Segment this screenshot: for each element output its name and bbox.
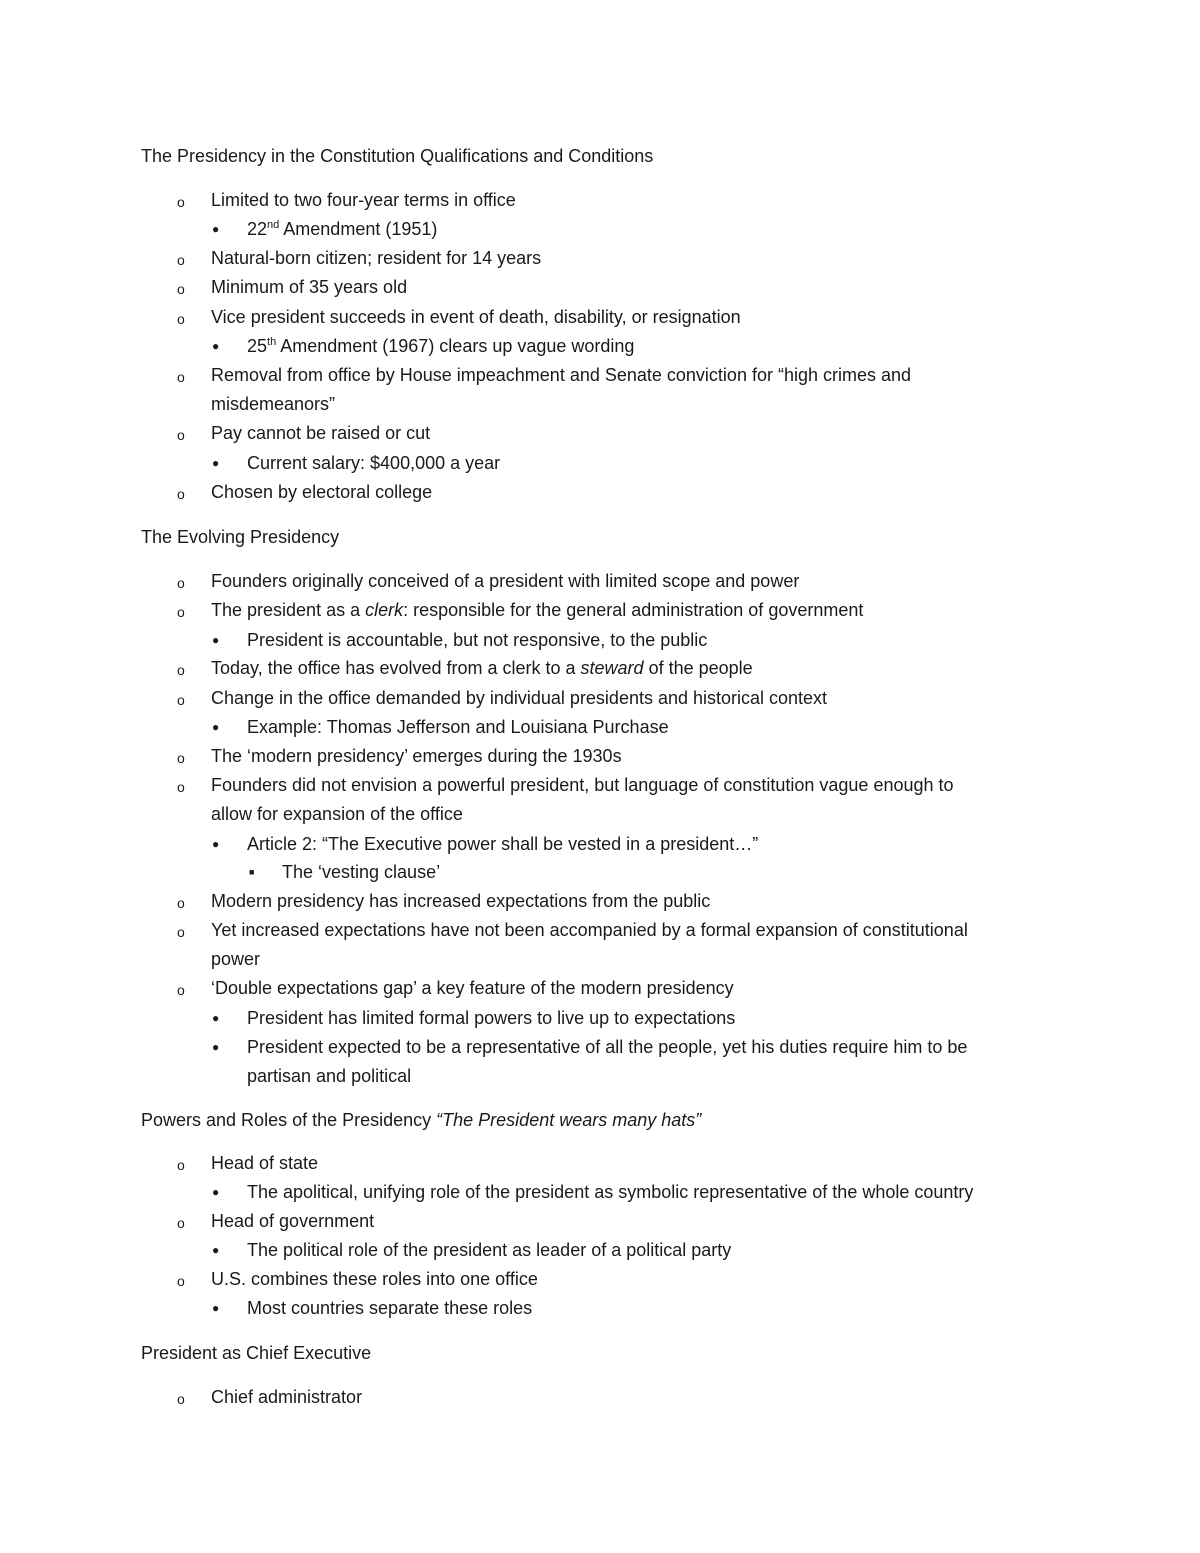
list-item: Current salary: $400,000 a year bbox=[247, 453, 501, 473]
superscript: th bbox=[267, 336, 277, 348]
list-item-continuation: misdemeanors” bbox=[211, 394, 336, 414]
bullet-marker-dot: ● bbox=[212, 339, 220, 353]
bullet-marker-o: o bbox=[177, 1157, 185, 1173]
bullet-marker-o: o bbox=[177, 194, 185, 210]
list-item: Minimum of 35 years old bbox=[211, 277, 408, 297]
emphasis-text: steward bbox=[580, 658, 644, 678]
superscript: nd bbox=[267, 219, 280, 231]
bullet-marker-o: o bbox=[177, 662, 185, 678]
bullet-marker-dot: ● bbox=[212, 1185, 220, 1199]
section-heading-powers bbox=[141, 1110, 701, 1131]
bullet-marker-dot: ● bbox=[212, 456, 220, 470]
list-item-text: Amendment (1967) clears up vague wording bbox=[276, 336, 635, 356]
list-item-continuation: allow for expansion of the office bbox=[211, 804, 463, 824]
bullet-marker-o: o bbox=[177, 1391, 185, 1407]
bullet-marker-o: o bbox=[177, 369, 185, 385]
list-item: The apolitical, unifying role of the president as symbolic representative of the whole country bbox=[247, 1182, 974, 1202]
list-item: Chosen by electoral college bbox=[211, 482, 433, 502]
list-item: President has limited formal powers to live up to expectations bbox=[247, 1008, 736, 1028]
list-item: Head of state bbox=[211, 1153, 319, 1173]
list-item: The ‘modern presidency’ emerges during the 1930s bbox=[211, 746, 622, 766]
bullet-marker-dot: ● bbox=[212, 633, 220, 647]
list-item: Founders originally conceived of a president with limited scope and power bbox=[211, 571, 800, 591]
bullet-marker-o: o bbox=[177, 486, 185, 502]
bullet-marker-o: o bbox=[177, 779, 185, 795]
heading-emphasis: “The President wears many hats” bbox=[436, 1110, 702, 1130]
bullet-marker-o: o bbox=[177, 252, 185, 268]
list-item-text: 25 bbox=[247, 336, 268, 356]
bullet-marker-o: o bbox=[177, 750, 185, 766]
bullet-marker-o: o bbox=[177, 1273, 185, 1289]
list-item bbox=[211, 658, 753, 679]
list-item: Change in the office demanded by individual presidents and historical context bbox=[211, 688, 828, 708]
list-item-text: : responsible for the general administration of government bbox=[403, 600, 864, 620]
list-item: ‘Double expectations gap’ a key feature of the modern presidency bbox=[211, 978, 734, 998]
list-item bbox=[247, 219, 437, 240]
list-item-continuation: power bbox=[211, 949, 261, 969]
heading-text: Powers and Roles of the Presidency bbox=[141, 1110, 437, 1130]
list-item: President expected to be a representative of all the people, yet his duties require him to be bbox=[247, 1037, 968, 1057]
bullet-marker-dot: ● bbox=[212, 1243, 220, 1257]
list-item-text: Today, the office has evolved from a clerk to a bbox=[211, 658, 581, 678]
list-item: Head of government bbox=[211, 1211, 375, 1231]
bullet-marker-o: o bbox=[177, 427, 185, 443]
list-item: Yet increased expectations have not been accompanied by a formal expansion of constitutional bbox=[211, 920, 968, 940]
bullet-marker-dot: ● bbox=[212, 720, 220, 734]
bullet-marker-o: o bbox=[177, 575, 185, 591]
list-item: Most countries separate these roles bbox=[247, 1298, 533, 1318]
list-item bbox=[247, 336, 634, 357]
bullet-marker-dot: ● bbox=[212, 222, 220, 236]
list-item-continuation: partisan and political bbox=[247, 1066, 412, 1086]
section-heading-constitution: The Presidency in the Constitution Qualifications and Conditions bbox=[141, 146, 654, 166]
bullet-marker-o: o bbox=[177, 895, 185, 911]
list-item: Natural-born citizen; resident for 14 years bbox=[211, 248, 542, 268]
list-item: U.S. combines these roles into one office bbox=[211, 1269, 538, 1289]
bullet-marker-o: o bbox=[177, 1215, 185, 1231]
list-item bbox=[211, 600, 863, 621]
list-item: President is accountable, but not responsive, to the public bbox=[247, 630, 708, 650]
list-item-text: Amendment (1951) bbox=[279, 219, 438, 239]
section-heading-evolving: The Evolving Presidency bbox=[141, 527, 340, 547]
bullet-marker-o: o bbox=[177, 281, 185, 297]
list-item: Founders did not envision a powerful president, but language of constitution vague enough to bbox=[211, 775, 954, 795]
list-item: Modern presidency has increased expectations from the public bbox=[211, 891, 711, 911]
bullet-marker-dot: ● bbox=[212, 1011, 220, 1025]
bullet-marker-o: o bbox=[177, 692, 185, 708]
list-item: Pay cannot be raised or cut bbox=[211, 423, 431, 443]
list-item: Removal from office by House impeachment and Senate conviction for “high crimes and bbox=[211, 365, 912, 385]
list-item-text: The president as a bbox=[211, 600, 366, 620]
list-item: Limited to two four-year terms in office bbox=[211, 190, 516, 210]
bullet-marker-dot: ● bbox=[212, 1301, 220, 1315]
bullet-marker-o: o bbox=[177, 604, 185, 620]
list-item-text: of the people bbox=[643, 658, 753, 678]
bullet-marker-o: o bbox=[177, 311, 185, 327]
list-item: The political role of the president as leader of a political party bbox=[247, 1240, 732, 1260]
list-item: Example: Thomas Jefferson and Louisiana Purchase bbox=[247, 717, 669, 737]
bullet-marker-square: ■ bbox=[249, 867, 255, 877]
emphasis-text: clerk bbox=[365, 600, 404, 620]
bullet-marker-dot: ● bbox=[212, 1040, 220, 1054]
list-item: Vice president succeeds in event of death, disability, or resignation bbox=[211, 307, 741, 327]
bullet-marker-dot: ● bbox=[212, 837, 220, 851]
section-heading-chief-executive: President as Chief Executive bbox=[141, 1343, 372, 1363]
list-item-text: 22 bbox=[247, 219, 268, 239]
bullet-marker-o: o bbox=[177, 924, 185, 940]
list-item: Chief administrator bbox=[211, 1387, 363, 1407]
list-item: The ‘vesting clause’ bbox=[282, 862, 441, 882]
list-item: Article 2: “The Executive power shall be vested in a president…” bbox=[247, 834, 759, 854]
bullet-marker-o: o bbox=[177, 982, 185, 998]
